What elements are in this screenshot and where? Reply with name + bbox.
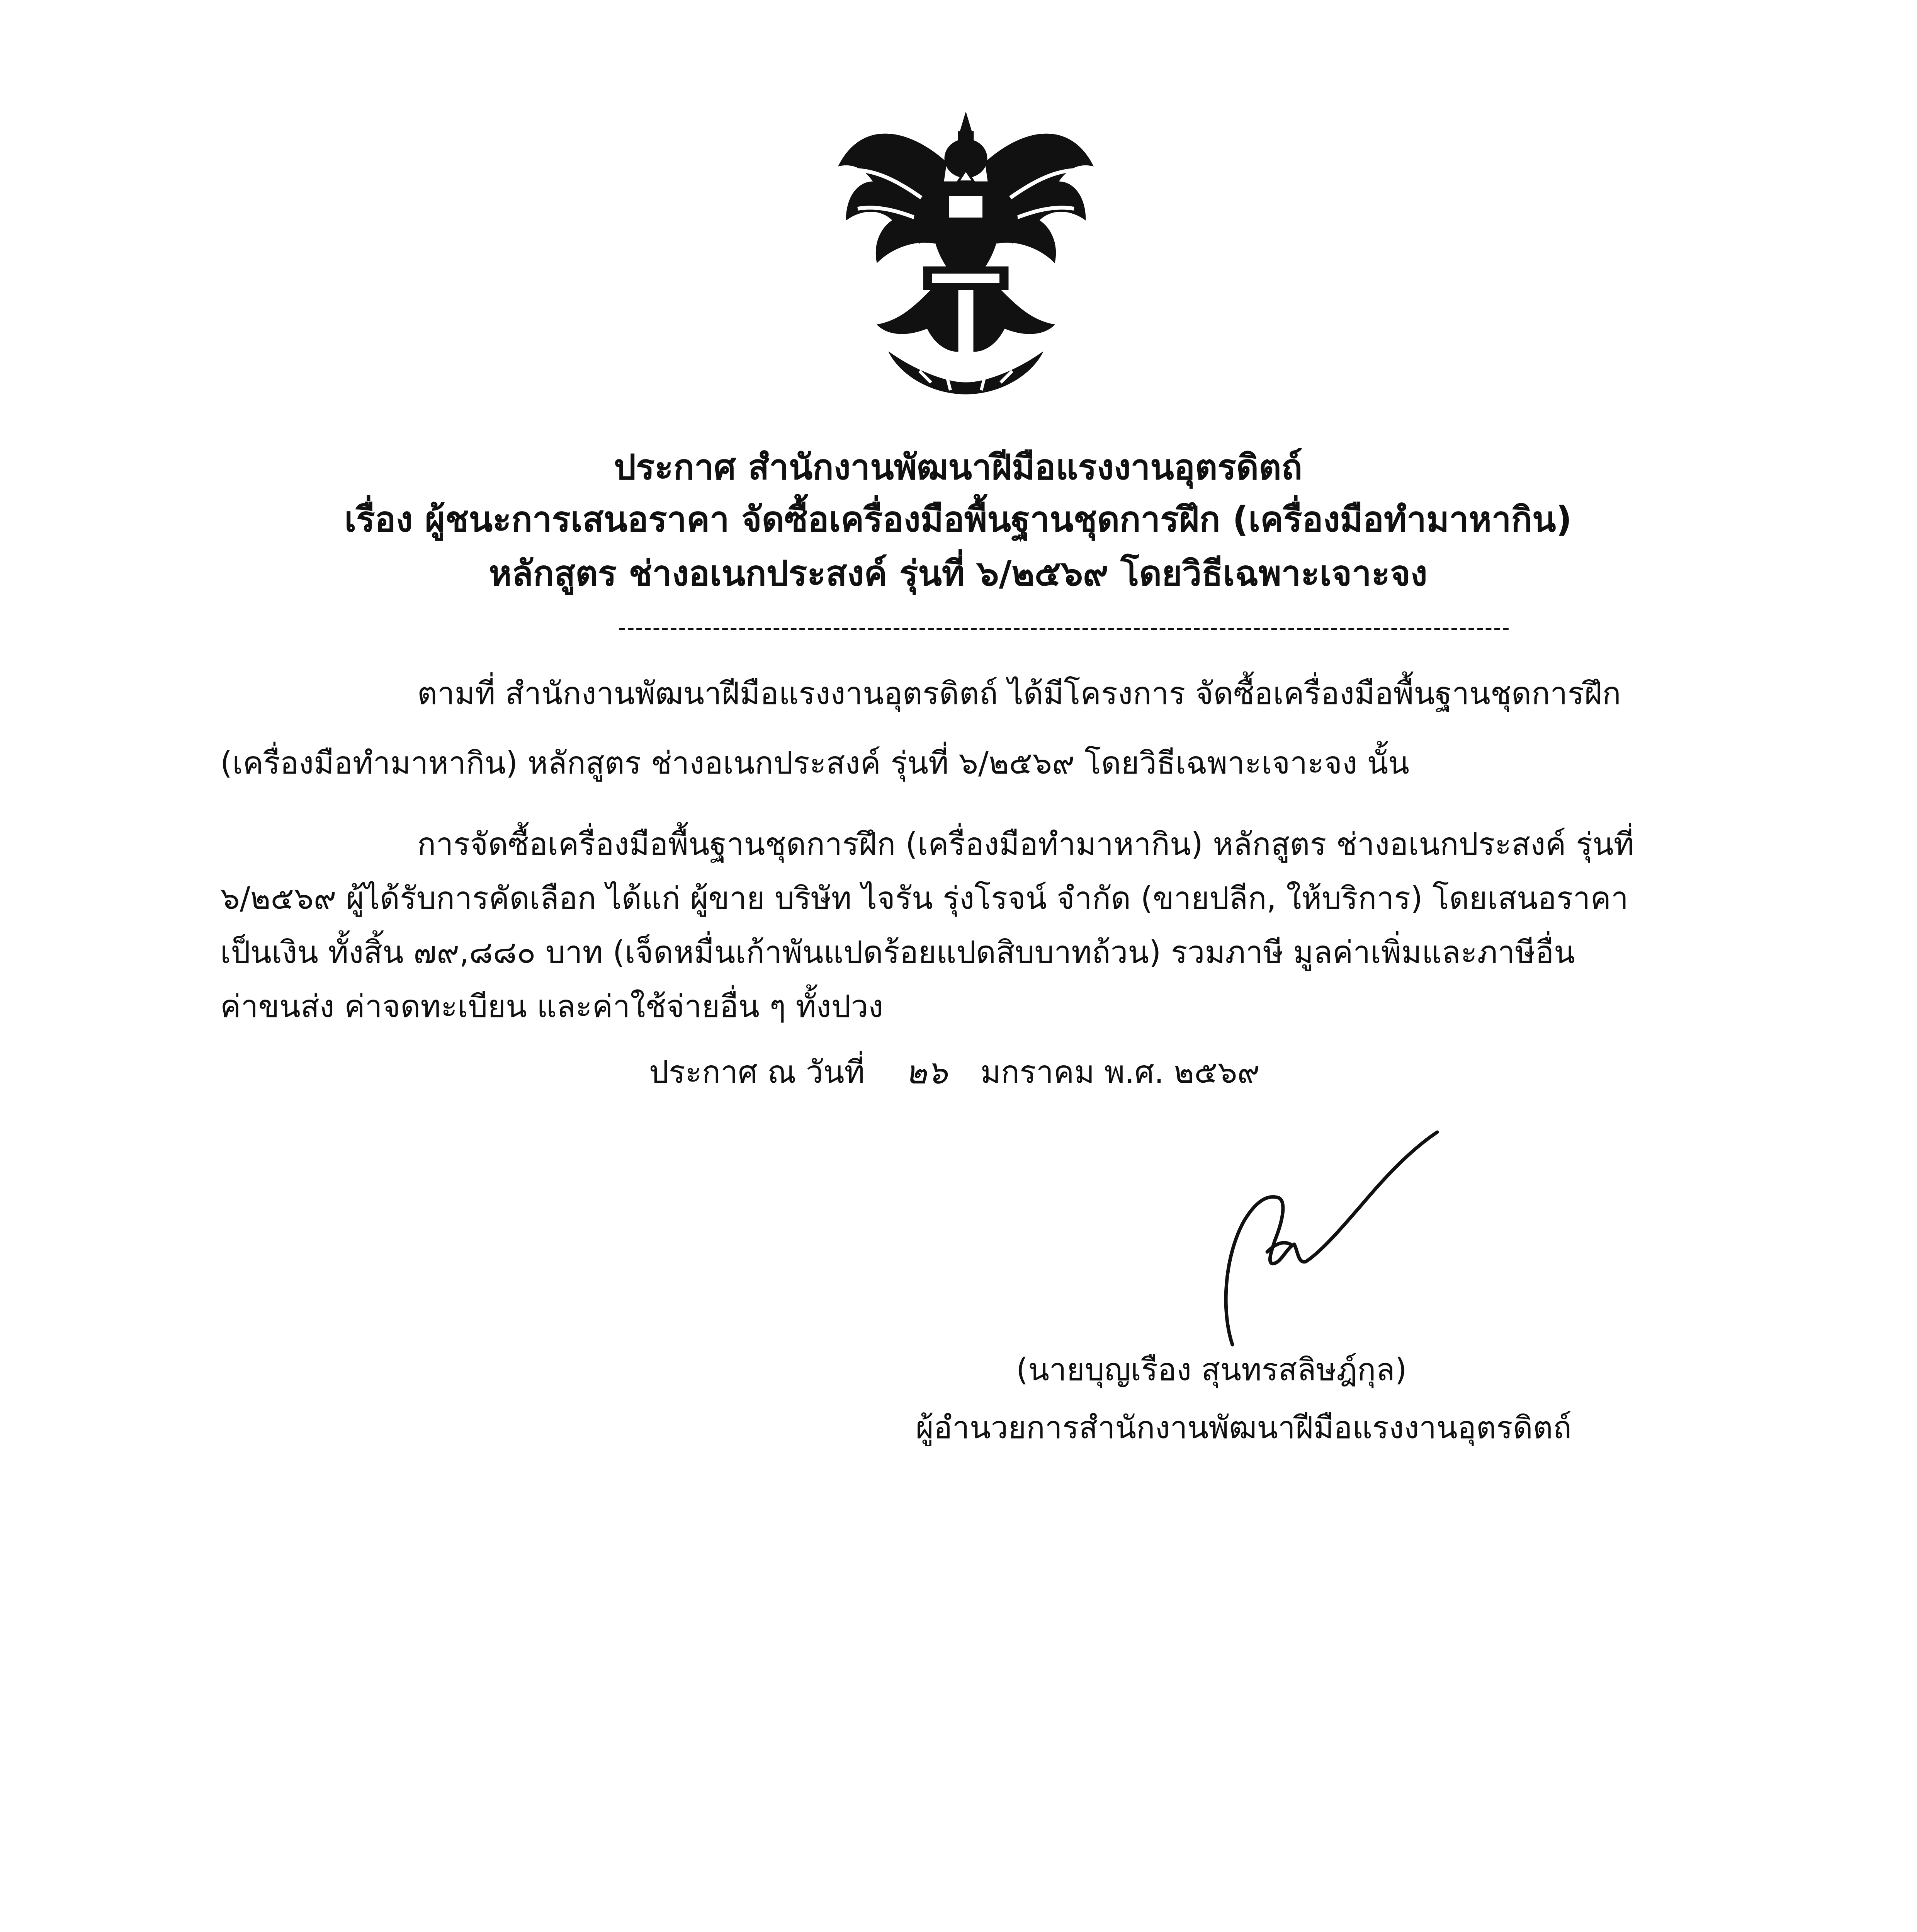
paragraph-1-line-1: ตามที่ สำนักงานพัฒนาฝีมือแรงงานอุตรดิตถ์ ได้มีโครงการ จัดซื้อเครื่องมือพื้นฐานชุดการฝึก [417,675,1621,711]
paragraph-2-line-2: ๖/๒๕๖๙ ผู้ได้รับการคัดเลือก ได้แก่ ผู้ขาย บริษัท ไจรัน รุ่งโรจน์ จำกัด (ขายปลีก, ให้บริการ) โดยเสนอราคา [220,880,1628,916]
paragraph-1-line-2: (เครื่องมือทำมาหากิน) หลักสูตร ช่างอเนกประสงค์ รุ่นที่ ๖/๒๕๖๙ โดยวิธีเฉพาะเจาะจง นั้น [220,745,1409,781]
date-month-year: มกราคม พ.ศ. ๒๕๖๙ [980,1054,1260,1090]
heading-divider: -------------------------------------------------------------------------------------------------------- [618,615,1511,640]
paragraph-2-line-3: เป็นเงิน ทั้งสิ้น ๗๙,๘๘๐ บาท (เจ็ดหมื่นเก้าพันแปดร้อยแปดสิบบาทถ้วน) รวมภาษี มูลค่าเพิ่มและภาษีอื่น [220,934,1575,970]
signatory-name: (นายบุญเรือง สุนทรสลิษฎ์กุล) [1016,1352,1407,1388]
announcement-date [649,1051,1260,1094]
announcement-title: ประกาศ สำนักงานพัฒนาฝีมือแรงงานอุตรดิตถ์ [614,447,1303,488]
paragraph-2-line-4: ค่าขนส่ง ค่าจดทะเบียน และค่าใช้จ่ายอื่น ๆ ทั้งปวง [220,988,884,1024]
date-day-handwritten: ๒๖ [905,1053,948,1091]
announcement-subject-continued: หลักสูตร ช่างอเนกประสงค์ รุ่นที่ ๖/๒๕๖๙ โดยวิธีเฉพาะเจาะจง [489,553,1428,594]
signatory-title: ผู้อำนวยการสำนักงานพัฒนาฝีมือแรงงานอุตรดิตถ์ [916,1410,1572,1446]
date-prefix: ประกาศ ณ วันที่ [649,1054,865,1090]
paragraph-2-line-1: การจัดซื้อเครื่องมือพื้นฐานชุดการฝึก (เครื่องมือทำมาหากิน) หลักสูตร ช่างอเนกประสงค์ รุ่นที่ [417,826,1634,862]
announcement-subject: เรื่อง ผู้ชนะการเสนอราคา จัดซื้อเครื่องมือพื้นฐานชุดการฝึก (เครื่องมือทำมาหากิน) [344,499,1572,540]
handwritten-signature [1128,1128,1445,1352]
garuda-emblem-icon [831,104,1101,398]
